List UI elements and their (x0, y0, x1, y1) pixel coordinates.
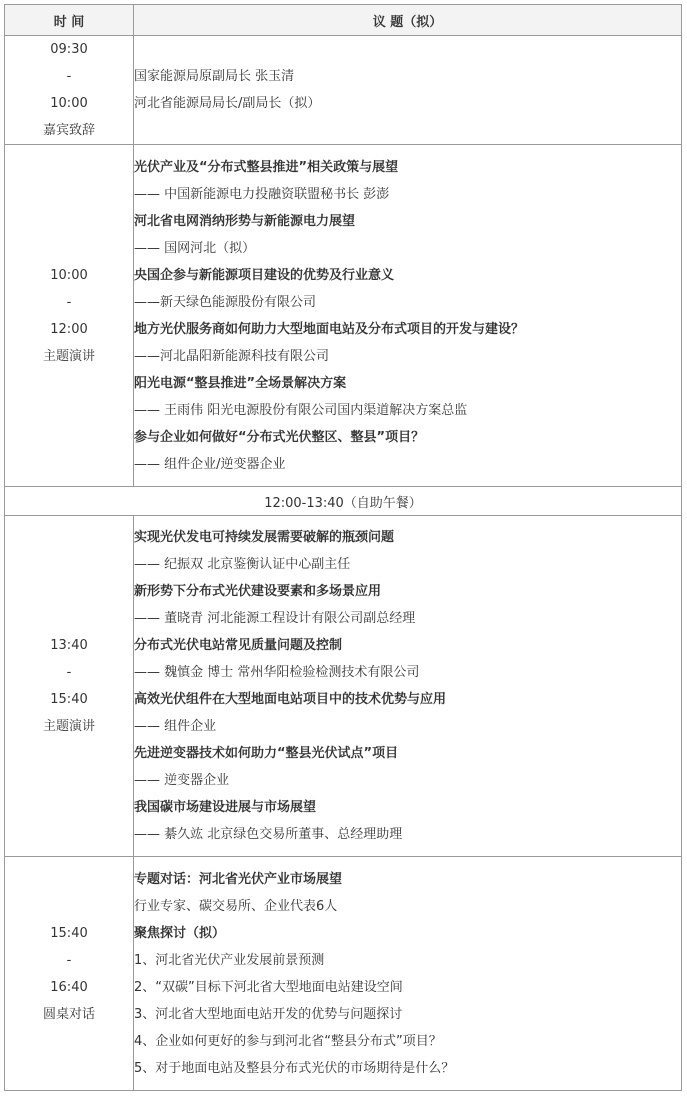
session-dash: - (66, 294, 72, 310)
session-start: 15:40 (50, 925, 88, 941)
agenda-speaker: —— 中国新能源电力投融资联盟秘书长 彭澎 (134, 186, 390, 202)
agenda-topic: 我国碳市场建设进展与市场展望 (134, 800, 317, 815)
lunch-break: 12:00-13:40（自助午餐） (5, 487, 682, 516)
session-start: 10:00 (50, 267, 88, 283)
agenda-topic: 阳光电源“整县推进”全场景解决方案 (134, 375, 347, 391)
header-topic: 议 题（拟） (134, 5, 682, 36)
agenda-speaker: 行业专家、碳交易所、企业代表6人 (134, 898, 338, 914)
session-time-cell (5, 36, 134, 145)
agenda-topic: 分布式光伏电站常见质量问题及控制 (134, 638, 343, 653)
session-end: 12:00 (50, 321, 88, 337)
session-items (134, 36, 682, 145)
agenda-speaker: 河北省能源局局长/副局长（拟） (134, 96, 321, 111)
session-items (134, 516, 682, 857)
session-label: 主题演讲 (42, 719, 95, 734)
agenda-topic: 新形势下分布式光伏建设要素和多场景应用 (134, 584, 382, 599)
session-row (5, 36, 682, 145)
agenda-topic: 光伏产业及“分布式整县推进”相关政策与展望 (134, 159, 399, 175)
session-start: 13:40 (50, 638, 88, 653)
session-time-cell (5, 145, 134, 487)
lunch-row (5, 487, 682, 516)
session-row (5, 516, 682, 857)
session-label: 主题演讲 (42, 348, 95, 364)
agenda-speaker: —— 组件企业 (134, 719, 217, 734)
agenda-speaker: —— 国网河北（拟） (134, 240, 256, 256)
session-dash: - (66, 69, 72, 84)
session-items (134, 857, 682, 1091)
agenda-topic: 高效光伏组件在大型地面电站项目中的技术优势与应用 (134, 692, 447, 707)
agenda-speaker: 1、河北省光伏产业发展前景预测 (134, 952, 325, 968)
agenda-speaker: —— 綦久竑 北京绿色交易所董事、总经理助理 (134, 827, 403, 842)
agenda-speaker: —— 董晓青 河北能源工程设计有限公司副总经理 (134, 611, 416, 626)
session-end: 15:40 (50, 692, 88, 707)
agenda-speaker: 国家能源局原副局长 张玉清 (134, 69, 295, 84)
agenda-topic: 先进逆变器技术如何助力“整县光伏试点”项目 (134, 746, 399, 761)
agenda-speaker: —— 王雨伟 阳光电源股份有限公司国内渠道解决方案总监 (134, 402, 468, 418)
session-start: 09:30 (50, 42, 88, 57)
session-time-cell (5, 857, 134, 1091)
session-items (134, 145, 682, 487)
session-dash: - (66, 952, 72, 968)
agenda-topic: 实现光伏发电可持续发展需要破解的瓶颈问题 (134, 530, 395, 545)
agenda-topic: 央国企参与新能源项目建设的优势及行业意义 (134, 267, 395, 283)
session-label: 嘉宾致辞 (42, 123, 95, 138)
agenda-speaker: 3、河北省大型地面电站开发的优势与问题探讨 (134, 1006, 403, 1022)
agenda-speaker: —— 魏慎金 博士 常州华阳检验检测技术有限公司 (134, 665, 420, 680)
session-label: 圆桌对话 (42, 1006, 95, 1022)
agenda-speaker: —— 纪振双 北京鉴衡认证中心副主任 (134, 557, 351, 572)
header-time: 时 间 (5, 5, 134, 36)
agenda-speaker: ——新天绿色能源股份有限公司 (134, 294, 317, 310)
agenda-topic: 河北省电网消纳形势与新能源电力展望 (134, 213, 356, 229)
agenda-speaker: 4、企业如何更好的参与到河北省“整县分布式”项目？ (134, 1033, 442, 1049)
session-end: 10:00 (50, 96, 88, 111)
agenda-speaker: 5、对于地面电站及整县分布式光伏的市场期待是什么？ (134, 1060, 455, 1076)
agenda-topic: 地方光伏服务商如何助力大型地面电站及分布式项目的开发与建设？ (134, 321, 525, 337)
session-row (5, 145, 682, 487)
agenda-topic: 聚焦探讨（拟） (134, 925, 226, 941)
session-dash: - (66, 665, 72, 680)
agenda-speaker: 2、“双碳”目标下河北省大型地面电站建设空间 (134, 979, 403, 995)
agenda-topic: 专题对话：河北省光伏产业市场展望 (134, 871, 343, 887)
session-row (5, 857, 682, 1091)
agenda-speaker: —— 组件企业/逆变器企业 (134, 456, 286, 472)
agenda-table (4, 4, 682, 1091)
agenda-speaker: ——河北晶阳新能源科技有限公司 (134, 348, 330, 364)
header-row (5, 5, 682, 36)
session-time-cell (5, 516, 134, 857)
agenda-topic: 参与企业如何做好“分布式光伏整区、整县”项目？ (134, 429, 425, 445)
agenda-speaker: —— 逆变器企业 (134, 773, 230, 788)
session-end: 16:40 (50, 979, 88, 995)
